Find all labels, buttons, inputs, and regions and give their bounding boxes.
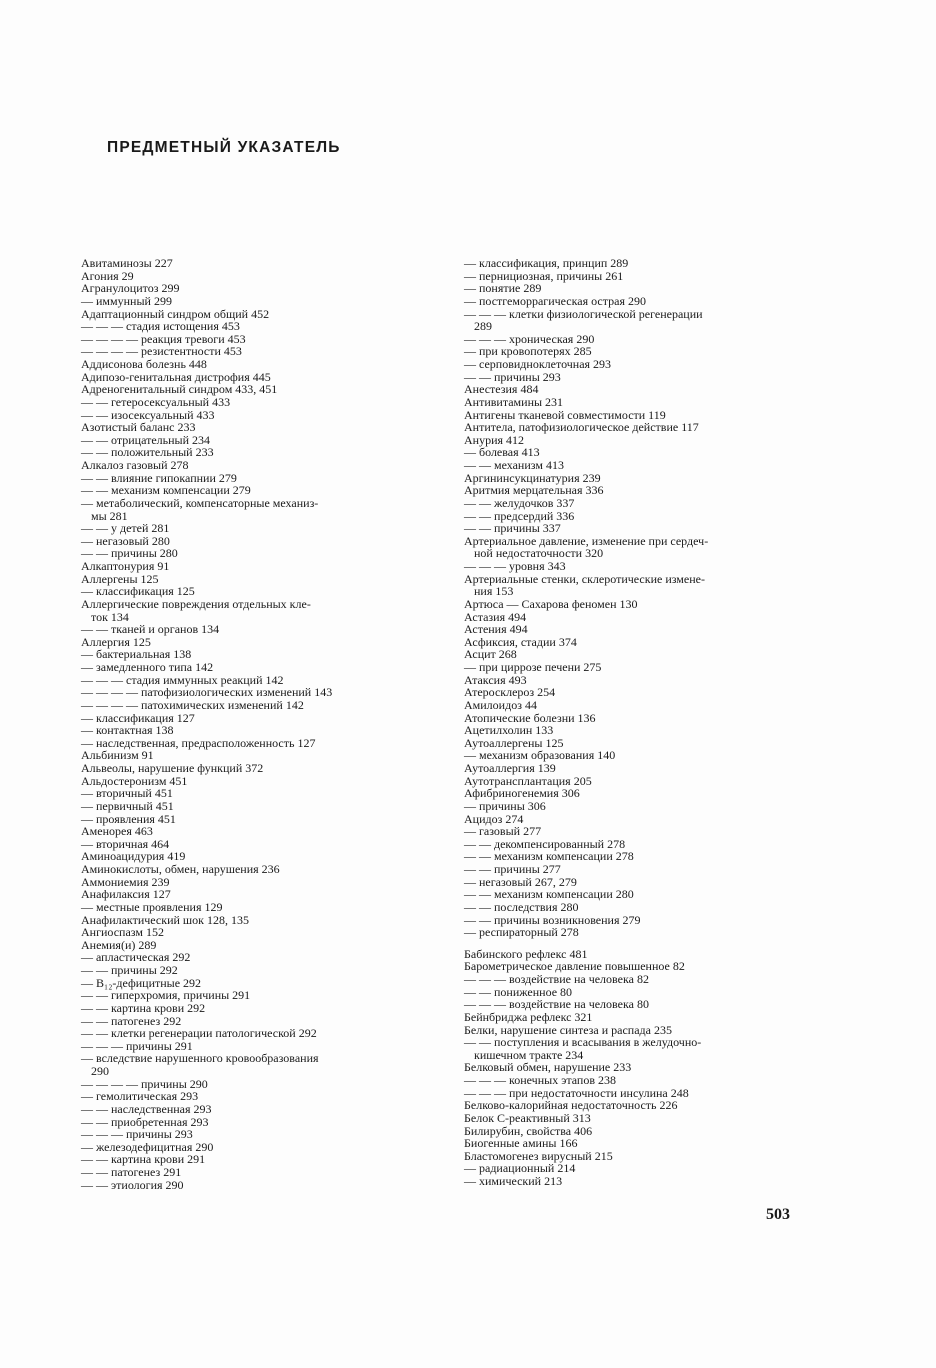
index-entry: — вследствие нарушенного кровообразования xyxy=(81,1051,319,1066)
index-entry: — — механизм компенсации 279 xyxy=(81,483,251,498)
index-entry: Анестезия 484 xyxy=(464,382,539,397)
index-entry: Аллергены 125 xyxy=(81,571,159,586)
index-entry: Агранулоцитоз 299 xyxy=(81,281,180,296)
index-entry: — — наследственная 293 xyxy=(81,1101,212,1116)
index-entry: — — картина крови 291 xyxy=(81,1152,206,1167)
index-entry: — — — воздействие на человека 80 xyxy=(464,997,649,1012)
index-entry: Аллергия 125 xyxy=(81,634,151,649)
index-entry: Аритмия мерцательная 336 xyxy=(464,483,604,498)
index-entry: 290 xyxy=(91,1064,109,1078)
index-entry: Аргининсукцинатурия 239 xyxy=(464,470,601,485)
index-entry: — — гетеросексуальный 433 xyxy=(81,394,231,409)
index-entry: Астазия 494 xyxy=(464,609,527,624)
index-entry: Белковый обмен, нарушение 233 xyxy=(464,1060,632,1075)
index-entry: Атаксия 493 xyxy=(464,672,527,687)
index-entry: Аминоацидурия 419 xyxy=(81,849,186,864)
index-entry: — болевая 413 xyxy=(464,445,540,460)
index-entry: — — — конечных этапов 238 xyxy=(464,1073,616,1087)
index-entry: — — причины 277 xyxy=(464,862,561,876)
index-entry: — — положительный 233 xyxy=(81,445,214,460)
index-entry: — — — — реакция тревоги 453 xyxy=(81,331,246,346)
index-entry: — — — стадия иммунных реакций 142 xyxy=(81,672,284,687)
index-entry: Астения 494 xyxy=(464,622,528,637)
index-entry: Аммониемия 239 xyxy=(81,874,170,889)
index-entry: — вторичный 451 xyxy=(81,786,173,801)
index-entry: Алкалоз газовый 278 xyxy=(81,458,189,472)
index-entry: — — клетки регенерации патологической 292 xyxy=(81,1026,317,1041)
index-entry: Артериальные стенки, склеротические измене- xyxy=(464,571,705,586)
index-entry: Анурия 412 xyxy=(464,432,525,447)
index-entry: — пернициозная, причины 261 xyxy=(464,268,624,283)
index-entry: Антитела, патофизиологическое действие 117 xyxy=(464,420,699,435)
index-entry: — понятие 289 xyxy=(464,281,542,296)
index-entry: — наследственная, предрасположенность 127 xyxy=(81,735,316,750)
index-entry: — — картина крови 292 xyxy=(81,1000,206,1015)
index-entry: — — патогенез 292 xyxy=(81,1013,182,1028)
index-entry: — — причины 280 xyxy=(81,546,178,561)
index-entry: Антигены тканевой совместимости 119 xyxy=(464,407,666,422)
index-entry: Анафилаксия 127 xyxy=(81,887,171,902)
index-entry: Бабинского рефлекс 481 xyxy=(464,946,588,961)
index-entry: Аддисонова болезнь 448 xyxy=(81,357,207,371)
index-entry: — — приобретенная 293 xyxy=(81,1114,209,1129)
index-entry: — — причины 293 xyxy=(464,369,561,384)
index-entry: — апластическая 292 xyxy=(81,950,191,965)
index-entry: — механизм образования 140 xyxy=(464,748,616,763)
index-entry: Белково-калорийная недостаточность 226 xyxy=(464,1098,678,1113)
index-entry: — — — стадия истощения 453 xyxy=(81,319,240,334)
index-entry: кишечном тракте 234 xyxy=(474,1047,584,1062)
index-entry: Альдостеронизм 451 xyxy=(81,773,188,788)
index-entry: Антивитамины 231 xyxy=(464,394,564,409)
index-entry: Анемия(и) 289 xyxy=(81,937,157,952)
index-entry: Атеросклероз 254 xyxy=(464,685,556,700)
index-entry: Алкаптонурия 91 xyxy=(81,559,170,573)
index-entry: — респираторный 278 xyxy=(464,925,579,940)
index-entry: — — — клетки физиологической регенерации xyxy=(464,306,703,321)
index-entry: Ацетилхолин 133 xyxy=(464,723,554,738)
index-entry: — контактная 138 xyxy=(81,723,174,738)
index-entry: — — причины 292 xyxy=(81,963,178,977)
index-entry: — — — хроническая 290 xyxy=(464,331,595,346)
index-entry: — замедленного типа 142 xyxy=(81,660,214,674)
index-entry: — газовый 277 xyxy=(464,824,542,839)
index-entry: — — механизм компенсации 280 xyxy=(464,887,634,902)
index-entry: Авитаминозы 227 xyxy=(81,256,173,270)
index-entry: — местные проявления 129 xyxy=(81,899,223,914)
index-entry: — радиационный 214 xyxy=(464,1161,576,1176)
index-entry: — — — уровня 343 xyxy=(464,559,566,573)
index-entry: — — этиология 290 xyxy=(81,1177,184,1192)
index-entry: Билирубин, свойства 406 xyxy=(464,1123,593,1138)
index-entry: — — гиперхромия, причины 291 xyxy=(81,988,251,1003)
index-entry: — — пониженное 80 xyxy=(464,984,573,999)
index-entry: — классификация 127 xyxy=(81,710,195,725)
index-entry: Адипозо-генитальная дистрофия 445 xyxy=(81,369,271,384)
index-entry: — — причины 337 xyxy=(464,521,561,536)
index-entry: Ацидоз 274 xyxy=(464,811,524,826)
index-entry: Асцит 268 xyxy=(464,647,517,662)
index-entry: — — причины возникновения 279 xyxy=(464,912,641,927)
index-entry: — B₁₂-дефицитные 292 xyxy=(81,975,202,990)
index-entry: Бластомогенез вирусный 215 xyxy=(464,1148,613,1163)
index-entry: — вторичная 464 xyxy=(81,836,170,851)
index-entry: — — поступления и всасывания в желудочно- xyxy=(464,1035,702,1050)
index-entry: — первичный 451 xyxy=(81,798,174,813)
index-entry: — проявления 451 xyxy=(81,811,176,826)
index-entry: Афибриногенемия 306 xyxy=(464,786,580,801)
index-entry: Белки, нарушение синтеза и распада 235 xyxy=(464,1022,672,1037)
index-entry: — — — — причины 290 xyxy=(81,1076,208,1091)
index-entry: Альвеолы, нарушение функций 372 xyxy=(81,761,264,775)
index-entry: — классификация 125 xyxy=(81,584,195,599)
index-entry: Аллергические повреждения отдельных кле- xyxy=(81,596,311,611)
index-entry: — — — — патохимических изменений 142 xyxy=(81,697,304,712)
index-entry: Бейнбриджа рефлекс 321 xyxy=(464,1009,593,1024)
index-entry: Барометрическое давление повышенное 82 xyxy=(464,959,685,974)
index-entry: Биогенные амины 166 xyxy=(464,1136,578,1151)
index-entry: Адреногенитальный синдром 433, 451 xyxy=(81,382,278,397)
index-entry: — иммунный 299 xyxy=(81,293,172,308)
page-number: 503 xyxy=(766,1206,790,1223)
index-entry: — — влияние гипокапнии 279 xyxy=(81,470,237,485)
index-entry: Аутоаллергены 125 xyxy=(464,735,564,750)
index-entry: — — декомпенсированный 278 xyxy=(464,836,626,851)
index-entry: — — — причины 291 xyxy=(81,1038,193,1053)
index-entry: — постгеморрагическая острая 290 xyxy=(464,293,646,308)
index-entry: Асфиксия, стадии 374 xyxy=(464,634,577,649)
index-entry: — — тканей и органов 134 xyxy=(81,622,220,637)
index-entry: — — изосексуальный 433 xyxy=(81,407,215,422)
index-entry: Атопические болезни 136 xyxy=(464,710,596,725)
index-entry: — — у детей 281 xyxy=(81,521,170,536)
index-entry: Аутотрансплантация 205 xyxy=(464,773,592,788)
index-entry: — классификация, принцип 289 xyxy=(464,256,629,270)
page-title: ПРЕДМЕТНЫЙ УКАЗАТЕЛЬ xyxy=(107,139,341,156)
index-entry: — — — при недостаточности инсулина 248 xyxy=(464,1085,689,1100)
index-entry: — причины 306 xyxy=(464,798,546,813)
index-entry: Аменорея 463 xyxy=(81,824,153,839)
index-entry: — — последствия 280 xyxy=(464,899,579,914)
index-entry: 289 xyxy=(474,319,492,334)
index-entry: — негазовый 267, 279 xyxy=(464,874,577,889)
index-entry: ток 134 xyxy=(91,609,129,624)
index-entry: — при кровопотерях 285 xyxy=(464,344,592,359)
index-entry: — бактериальная 138 xyxy=(81,647,192,662)
index-entry: — гемолитическая 293 xyxy=(81,1089,199,1104)
index-entry: Ангиоспазм 152 xyxy=(81,925,164,940)
index-entry: — метаболический, компенсаторные механиз- xyxy=(81,495,319,510)
index-entry: — — механизм 413 xyxy=(464,458,564,472)
index-entry: Артюса — Сахарова феномен 130 xyxy=(464,596,638,611)
index-entry: ной недостаточности 320 xyxy=(474,546,604,561)
index-entry: — — — причины 293 xyxy=(81,1127,193,1142)
index-entry: Аминокислоты, обмен, нарушения 236 xyxy=(81,862,280,876)
index-entry: — — отрицательный 234 xyxy=(81,432,211,447)
index-entry: — — желудочков 337 xyxy=(464,495,575,510)
index-entry: Белок С-реактивный 313 xyxy=(464,1110,591,1125)
index-entry: Азотистый баланс 233 xyxy=(81,420,196,435)
index-entry: — — — воздействие на человека 82 xyxy=(464,972,649,986)
index-entry: Аутоаллергия 139 xyxy=(464,761,556,775)
index-entry: — — предсердий 336 xyxy=(464,508,575,523)
index-entry: — серповидноклеточная 293 xyxy=(464,357,612,371)
index-entry: Агония 29 xyxy=(81,268,134,283)
index-entry: Адаптационный синдром общий 452 xyxy=(81,306,270,321)
index-entry: — — — — резистентности 453 xyxy=(81,344,242,359)
index-entry: — железодефицитная 290 xyxy=(81,1139,214,1154)
index-entry: Альбинизм 91 xyxy=(81,748,154,763)
index-entry: мы 281 xyxy=(91,508,128,523)
index-column-right xyxy=(464,257,794,1188)
index-entry: Анафилактический шок 128, 135 xyxy=(81,912,249,927)
index-entry: — — механизм компенсации 278 xyxy=(464,849,634,864)
index-column-left xyxy=(81,257,413,1191)
index-entry: — — патогенез 291 xyxy=(81,1165,182,1179)
index-entry: — — — — патофизиологических изменений 143 xyxy=(81,685,333,700)
index-entry: — химический 213 xyxy=(464,1174,563,1188)
index-entry: Артериальное давление, изменение при сердеч- xyxy=(464,533,709,548)
index-entry: ния 153 xyxy=(474,584,514,599)
index-entry: — негазовый 280 xyxy=(81,533,170,548)
index-entry: — при циррозе печени 275 xyxy=(464,660,602,674)
index-entry: Амилоидоз 44 xyxy=(464,697,537,712)
